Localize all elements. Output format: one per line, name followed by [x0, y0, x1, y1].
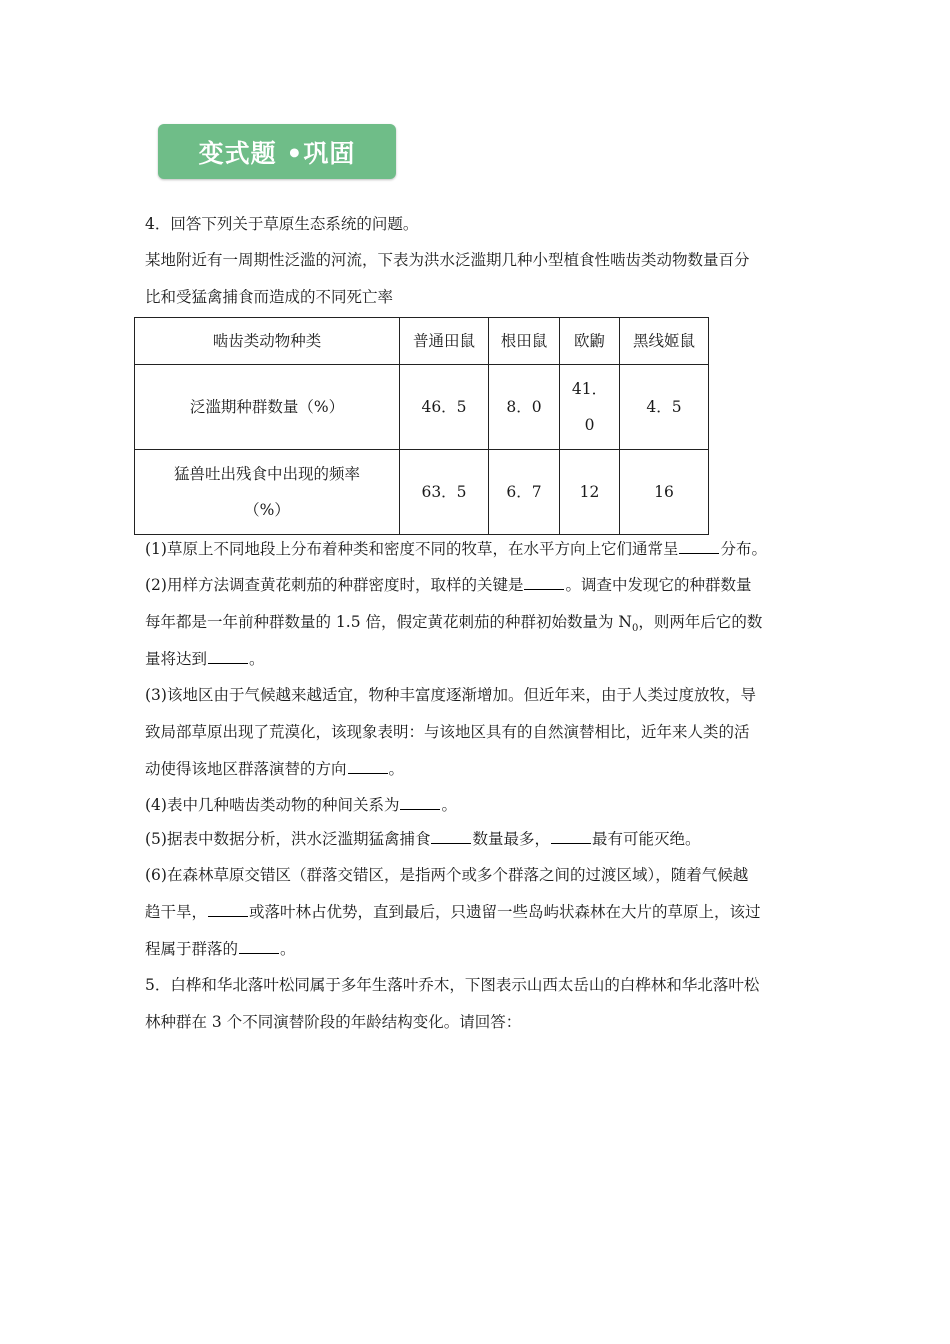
- sub-question-3-line3: 动使得该地区群落演替的方向 。: [145, 760, 405, 778]
- table-cell: 8．0: [489, 365, 560, 450]
- answer-blank[interactable]: [551, 829, 591, 844]
- q4-title: 4．回答下列关于草原生态系统的问题。: [145, 215, 419, 233]
- table-cell: 4．5: [620, 365, 709, 450]
- table-header-cell: 啮齿类动物种类: [135, 318, 400, 365]
- sub-question-6-line2: 趋干旱， 或落叶林占优势，直到最后，只遗留一些岛屿状森林在大片的草原上，该过: [145, 903, 761, 921]
- sub-question-5: (5)据表中数据分析，洪水泛滥期猛禽捕食 数量最多， 最有可能灭绝。: [145, 830, 701, 848]
- table-header-row: [135, 318, 709, 365]
- answer-blank[interactable]: [208, 902, 248, 917]
- table-cell: 63．5: [400, 450, 489, 535]
- sub-question-6-line1: (6)在森林草原交错区（群落交错区，是指两个或多个群落之间的过渡区域），随着气候越: [145, 866, 749, 884]
- table-cell: 46．5: [400, 365, 489, 450]
- table-row-label: 泛滥期种群数量（%）: [135, 365, 400, 450]
- table-header-cell: 根田鼠: [489, 318, 560, 365]
- answer-blank[interactable]: [679, 539, 719, 554]
- q4-intro-line2: 比和受猛禽捕食而造成的不同死亡率: [145, 288, 394, 306]
- table-cell: 6．7: [489, 450, 560, 535]
- sub-question-6-line3: 程属于群落的 。: [145, 940, 296, 958]
- table-cell: [560, 365, 620, 450]
- sub-question-3-line1: (3)该地区由于气候越来越适宜，物种丰富度逐渐增加。但近年来，由于人类过度放牧，导: [145, 686, 756, 704]
- sub-question-2-line1: (2)用样方法调查黄花刺茄的种群密度时，取样的关键是 。调查中发现它的种群数量: [145, 576, 752, 594]
- table-header-cell: 黑线姬鼠: [620, 318, 709, 365]
- table-row-label: [135, 450, 400, 535]
- q5-line2: 林种群在 3 个不同演替阶段的年龄结构变化。请回答：: [145, 1013, 522, 1031]
- sub-question-2-line3: 量将达到 。: [145, 650, 265, 668]
- table-row-label-part: 猛兽吐出残食中出现的频率: [173, 465, 360, 483]
- answer-blank[interactable]: [239, 939, 279, 954]
- table-cell: 12: [560, 450, 620, 535]
- sub-question-2-line2: 每年都是一年前种群数量的 1.5 倍，假定黄花刺茄的种群初始数量为 $N_0$，则两年后它的数: [145, 613, 763, 635]
- rodent-table: [134, 317, 709, 535]
- sub-question-3-line2: 致局部草原出现了荒漠化，该现象表明：与该地区具有的自然演替相比，近年来人类的活: [145, 723, 750, 741]
- q5-line1: 5．白桦和华北落叶松同属于多年生落叶乔木，下图表示山西太岳山的白桦林和华北落叶松: [145, 976, 760, 994]
- table-row: [135, 450, 709, 535]
- answer-blank[interactable]: [348, 759, 388, 774]
- answer-blank[interactable]: [524, 575, 564, 590]
- sub-question-1: (1)草原上不同地段上分布着种类和密度不同的牧草，在水平方向上它们通常呈 分布。: [145, 540, 767, 558]
- table-header-cell: 欧鼩: [560, 318, 620, 365]
- table-cell-part: 0: [584, 416, 595, 434]
- table-cell-part: 41．: [571, 380, 608, 398]
- table-row-label-part: （%）: [244, 501, 290, 519]
- table-header-cell: 普通田鼠: [400, 318, 489, 365]
- sub-question-4: (4)表中几种啮齿类动物的种间关系为 。: [145, 796, 457, 814]
- table-cell: 16: [620, 450, 709, 535]
- section-badge: 变式题 •巩固: [158, 124, 396, 179]
- answer-blank[interactable]: [431, 829, 471, 844]
- answer-blank[interactable]: [208, 649, 248, 664]
- q4-intro-line1: 某地附近有一周期性泛滥的河流，下表为洪水泛滥期几种小型植食性啮齿类动物数量百分: [145, 251, 750, 269]
- answer-blank[interactable]: [400, 795, 440, 810]
- table-row: [135, 365, 709, 450]
